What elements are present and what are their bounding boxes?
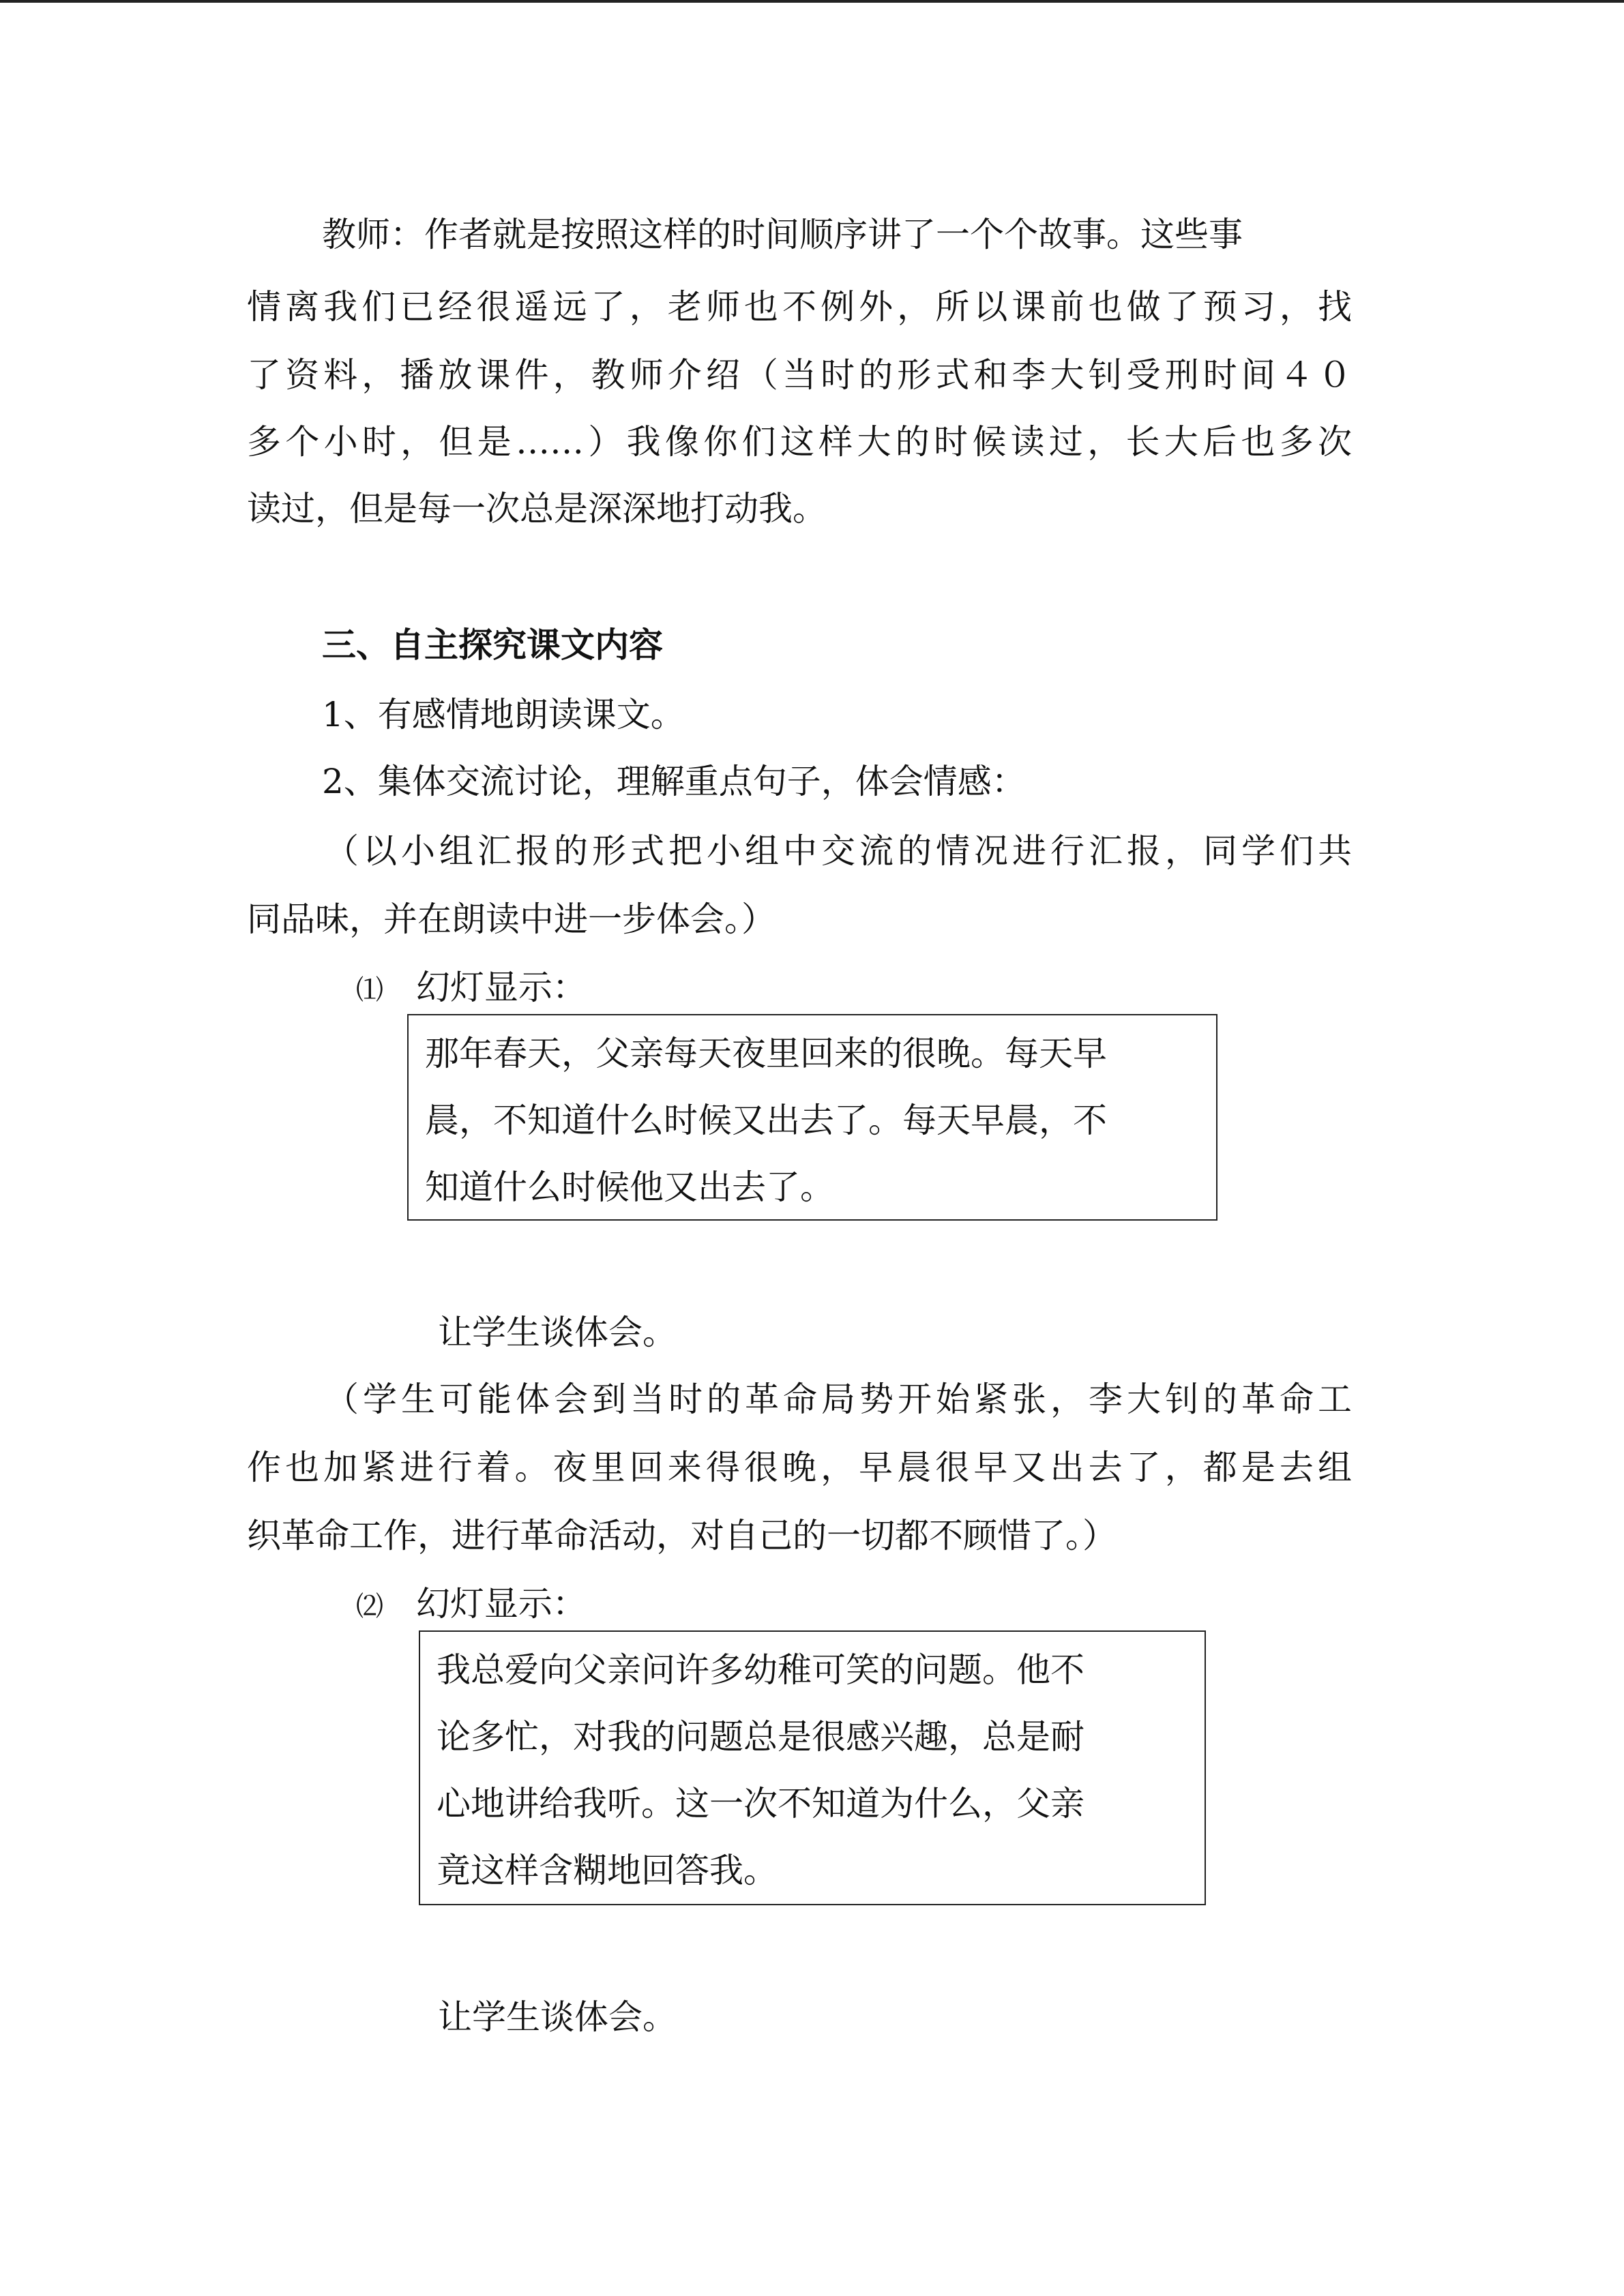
slide1-box-line-2: 晨，不知道什么时候又出去了。每天早晨，不 — [425, 1101, 1107, 1140]
slide1-label: 幻灯显示： — [415, 968, 587, 1007]
slide2-label: 幻灯显示： — [415, 1584, 587, 1624]
slide2-prompt: 让学生谈体会。 — [438, 1997, 677, 2037]
intro-line-3: 了资料，播放课件，教师介绍（当时的形式和李大钊受刑时间４０ — [247, 355, 1352, 395]
intro-line-4: 多个小时，但是……）我像你们这样大的时候读过，长大后也多次 — [247, 422, 1352, 462]
slide1-box-line-1: 那年春天，父亲每天夜里回来的很晚。每天早 — [425, 1034, 1107, 1073]
slide1-label-row — [356, 967, 587, 1011]
slide1-answer-line-2: 作也加紧进行着。夜里回来得很晚，早晨很早又出去了，都是去组 — [247, 1448, 1352, 1487]
slide2-box-line-3: 心地讲给我听。这一次不知道为什么，父亲 — [437, 1784, 1084, 1823]
intro-line-5: 读过，但是每一次总是深深地打动我。 — [247, 489, 827, 528]
section-note-line-1: （以小组汇报的形式把小组中交流的情况进行汇报，同学们共 — [325, 831, 1352, 871]
slide2-box-line-4: 竟这样含糊地回答我。 — [437, 1851, 778, 1890]
slide2-label-row — [356, 1583, 587, 1627]
slide2-text-box — [419, 1630, 1206, 1905]
slide1-answer-line-3: 织革命工作，进行革命活动，对自己的一切都不顾惜了。） — [247, 1516, 1117, 1555]
slide1-answer-line-1: （学生可能体会到当时的革命局势开始紧张，李大钊的革命工 — [325, 1380, 1352, 1419]
slide2-number: ⑵ — [356, 1591, 383, 1622]
slide1-text-box — [407, 1014, 1217, 1221]
slide1-box-line-3: 知道什么时候他又出去了。 — [425, 1167, 834, 1207]
section-item-1: 1、有感情地朗读课文。 — [322, 695, 685, 734]
slide1-number: ⑴ — [356, 974, 383, 1006]
intro-line-1: 教师：作者就是按照这样的时间顺序讲了一个个故事。这些事 — [322, 215, 1243, 254]
slide2-box-line-2: 论多忙，对我的问题总是很感兴趣，总是耐 — [437, 1717, 1084, 1757]
intro-line-2: 情离我们已经很遥远了，老师也不例外，所以课前也做了预习，找 — [247, 287, 1352, 327]
slide2-box-line-1: 我总爱向父亲问许多幼稚可笑的问题。他不 — [437, 1650, 1084, 1690]
top-border-line — [0, 0, 1624, 3]
section-note-line-2: 同品味，并在朗读中进一步体会。） — [247, 899, 776, 939]
slide1-prompt: 让学生谈体会。 — [438, 1313, 677, 1352]
section-heading: 三、自主探究课文内容 — [322, 625, 663, 665]
section-item-2: 2、集体交流讨论，理解重点句子，体会情感： — [322, 762, 1026, 801]
